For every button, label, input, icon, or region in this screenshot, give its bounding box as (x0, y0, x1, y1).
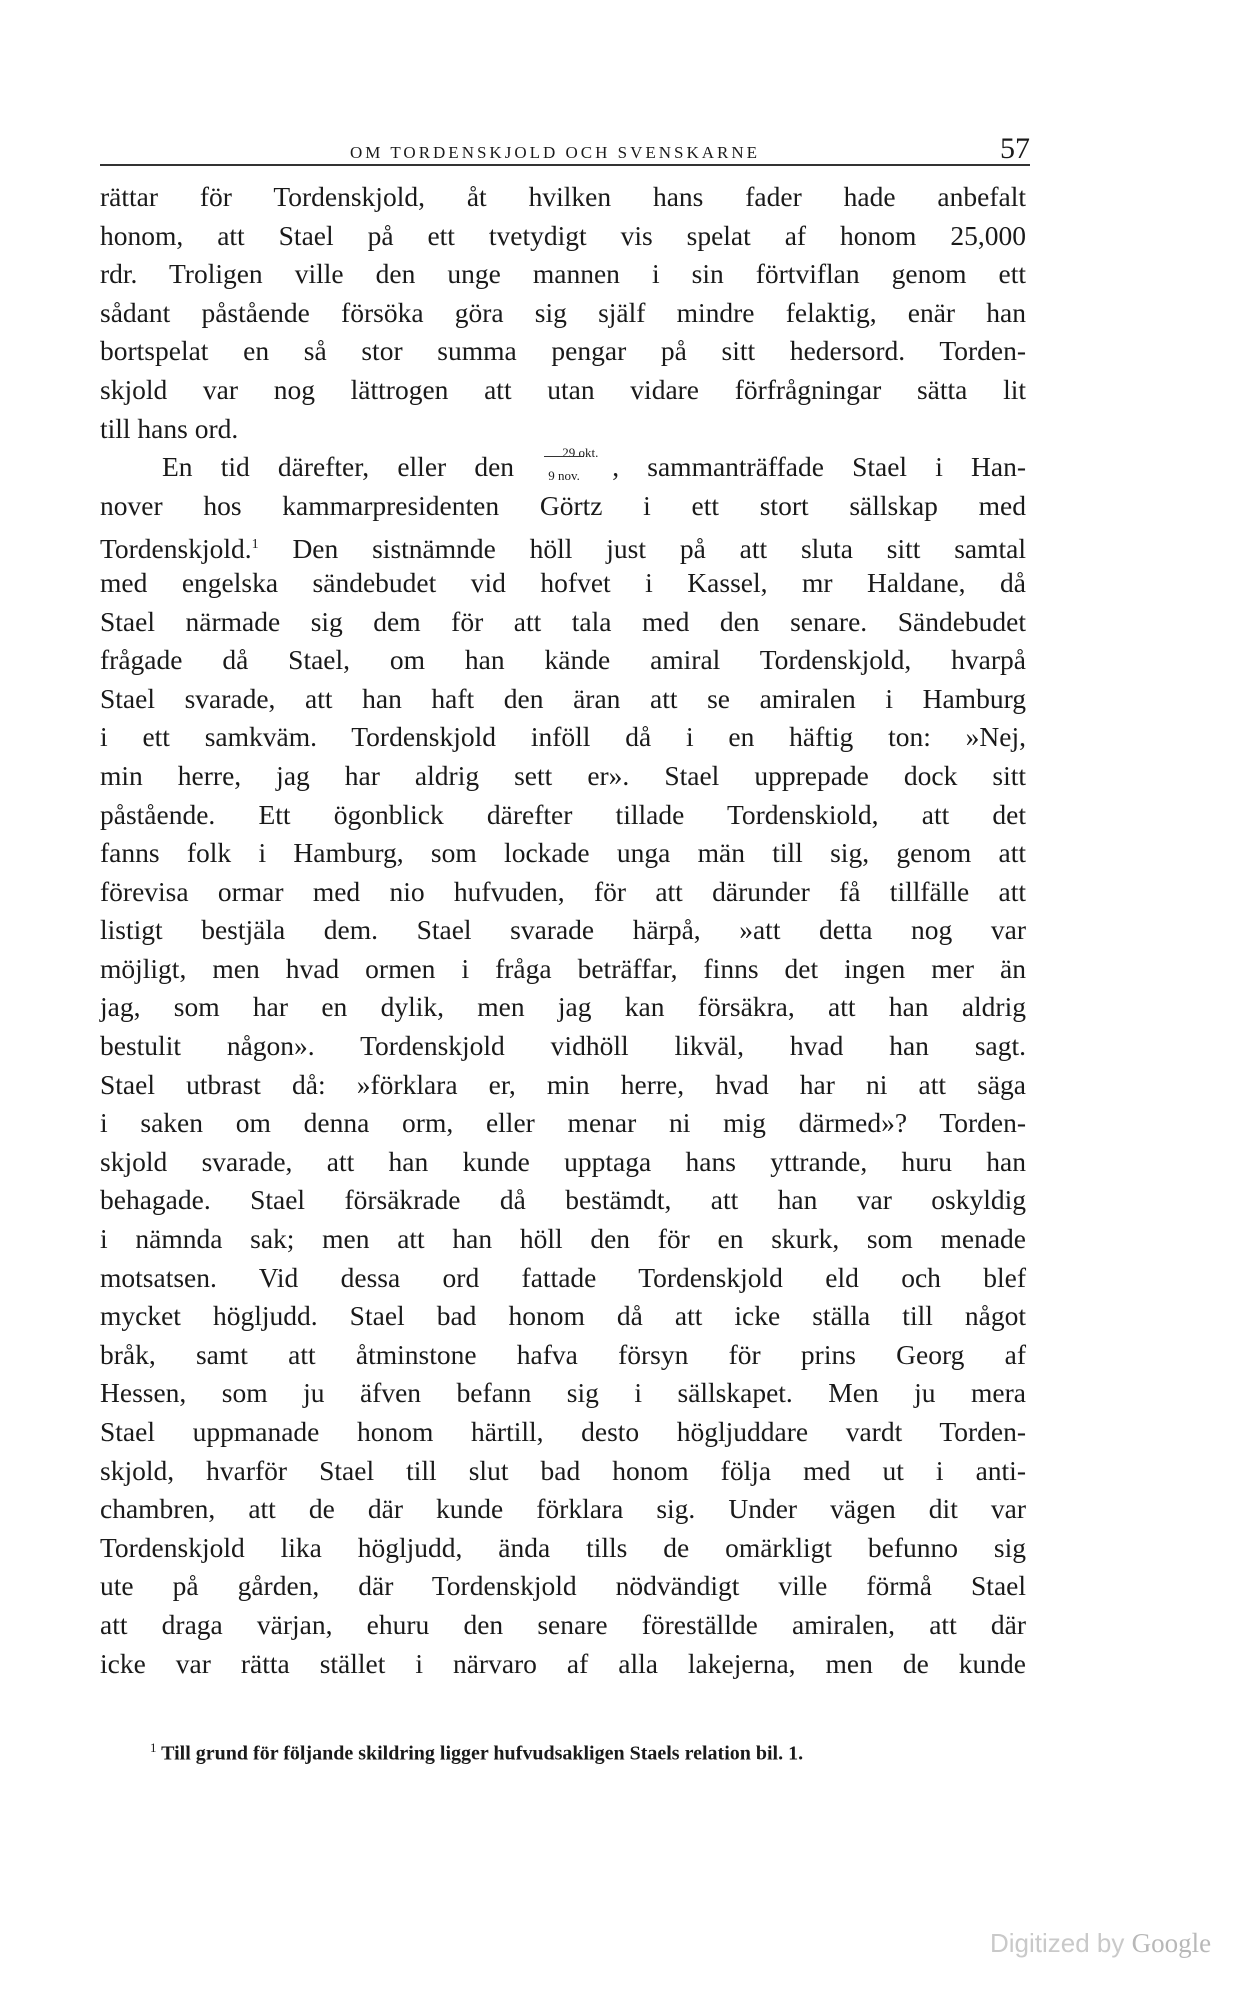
text-line: bestulit någon». Tordenskjold vidhöll likväl, hvad han sagt. (100, 1030, 1026, 1062)
footnote-ref-line: Tordenskjold.$^1$ Den sistnämnde höll just på att sluta sitt samtal (100, 532, 1026, 564)
text-line: bortspelat en så stor summa pengar på sitt hedersord. Torden- (100, 335, 1026, 367)
text-line: Hessen, som ju äfven befann sig i sällskapet. Men ju mera (100, 1377, 1026, 1409)
text-line: rdr. Troligen ville den unge mannen i sin förtviflan genom ett (100, 258, 1026, 290)
watermark-prefix: Digitized by (990, 1928, 1125, 1958)
text-line: behagade. Stael försäkrade då bestämdt, att han var oskyldig (100, 1184, 1026, 1216)
date-denominator: 9 nov. (544, 456, 584, 496)
text-line: Stael utbrast då: »förklara er, min herre, hvad har ni att säga (100, 1068, 1026, 1100)
text-line: i ett samkväm. Tordenskjold inföll då i en häftig ton: »Nej, (100, 721, 1026, 753)
digitized-watermark (990, 1928, 1210, 1959)
text-line: Stael svarade, att han haft den äran att se amiralen i Hamburg (100, 682, 1026, 714)
para2-start: En tid därefter, eller den (162, 451, 515, 483)
para2-end: , sammanträffade Stael i Han- (612, 451, 1027, 483)
text-line: påstående. Ett ögonblick därefter tillade Tordenskiold, att det (100, 798, 1026, 830)
footnote-marker: 1 (150, 1740, 157, 1755)
text-line: sådant påstående försöka göra sig själf mindre felaktig, enär han (100, 296, 1026, 328)
text-line: möjligt, men hvad ormen i fråga beträffar, finns det ingen mer än (100, 952, 1026, 984)
text-line: fanns folk i Hamburg, som lockade unga män till sig, genom att (100, 837, 1026, 869)
text-line: förevisa ormar med nio hufvuden, för att därunder få tillfälle att (100, 875, 1026, 907)
running-head (100, 132, 1030, 166)
footnote-text: Till grund för följande skildring ligger hufvudsakligen Staels relation bil. 1. (161, 1742, 804, 1765)
text-line: ute på gården, där Tordenskjold nödvändigt ville förmå Stael (100, 1570, 1026, 1602)
text-line: skjold, hvarför Stael till slut bad honom följa med ut i anti- (100, 1454, 1026, 1486)
text-line: min herre, jag har aldrig sett er». Stael upprepade dock sitt (100, 759, 1026, 791)
text-line: honom, att Stael på ett tvetydigt vis spelat af honom 25,000 (100, 219, 1026, 251)
footnote-reference: 1 (251, 536, 259, 552)
text-line: i saken om denna orm, eller menar ni mig därmed»? Torden- (100, 1107, 1026, 1139)
footnote (150, 1740, 1030, 1766)
text-line (100, 525, 1026, 564)
header-rule (100, 164, 1030, 166)
date-numerator: 29 okt. (562, 445, 599, 461)
text-line: Stael uppmanade honom härtill, desto högljuddare vardt Torden- (100, 1416, 1026, 1447)
google-logo: Google (1131, 1928, 1212, 1958)
text-line: chambren, att de där kunde förklara sig. Under vägen dit var (100, 1493, 1026, 1525)
text-line: skjold svarade, att han kunde upptaga hans yttrande, huru han (100, 1145, 1026, 1177)
text-line: att draga värjan, ehuru den senare föreställde amiralen, att där (100, 1608, 1026, 1640)
paragraph-start-line (100, 445, 1027, 487)
text-line: till hans ord. (100, 412, 239, 444)
text-line: Tordenskjold lika högljudd, ända tills de omärkligt befunno sig (100, 1531, 1026, 1563)
text-line: mycket högljudd. Stael bad honom då att icke ställa till något (100, 1300, 1026, 1332)
text-line: rättar för Tordenskjold, åt hvilken hans fader hade anbefalt (100, 181, 1026, 212)
text-line: motsatsen. Vid dessa ord fattade Tordenskjold eld och blef (100, 1261, 1026, 1293)
running-title: OM TORDENSKJOLD OCH SVENSKARNE (350, 143, 761, 162)
text-line: i nämnda sak; men att han höll den för en skurk, som menade (100, 1223, 1026, 1255)
text-line: nover hos kammarpresidenten Görtz i ett stort sällskap med (100, 489, 1026, 521)
text-line: med engelska sändebudet vid hofvet i Kassel, mr Haldane, då (100, 566, 1026, 598)
date-fraction (542, 445, 612, 484)
text-line: skjold var nog lättrogen att utan vidare förfrågningar sätta lit (100, 373, 1026, 405)
text-line: bråk, samt att åtminstone hafva försyn för prins Georg af (100, 1338, 1026, 1370)
body-text (100, 178, 1026, 1683)
text-line: Stael närmade sig dem för att tala med den senare. Sändebudet (100, 605, 1026, 637)
text-line: listigt bestjäla dem. Stael svarade härpå, »att detta nog var (100, 914, 1026, 946)
text-line: jag, som har en dylik, men jag kan försäkra, att han aldrig (100, 991, 1026, 1023)
page-number: 57 (1000, 132, 1030, 165)
text-line: frågade då Stael, om han kände amiral Tordenskjold, hvarpå (100, 644, 1026, 676)
text-line: icke var rätta stället i närvaro af alla lakejerna, men de kunde (100, 1647, 1026, 1679)
